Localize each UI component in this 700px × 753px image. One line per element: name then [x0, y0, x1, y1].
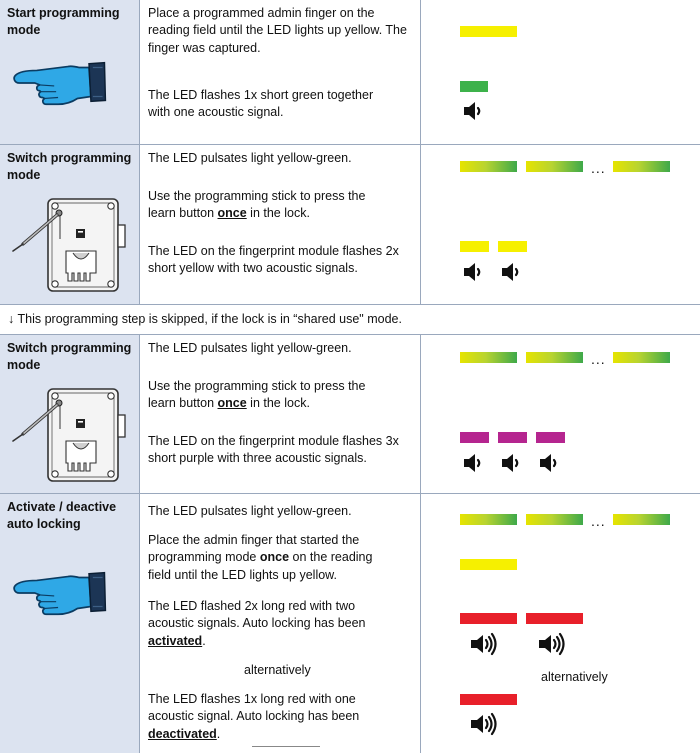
led-yellow-bar	[460, 26, 517, 37]
led-red-bar	[460, 694, 517, 705]
lock-with-programming-stick-icon	[10, 379, 130, 489]
instruction-text-part: The LED flashed 2x long red with two acoustic signals. Auto locking has been	[148, 599, 366, 631]
instruction-text-part: on the reading field until the LED lights up yellow.	[148, 550, 373, 582]
skip-note-text: This programming step is skipped, if the lock is in “shared use" mode.	[14, 312, 402, 326]
instruction-text	[148, 532, 398, 584]
emphasis-once: once	[217, 396, 247, 411]
speaker-loud-icon	[469, 632, 499, 656]
led-pulse-bar	[613, 514, 670, 525]
led-yellow-bar	[498, 241, 527, 252]
instruction-text: The LED pulsates light yellow-green.	[148, 504, 352, 518]
instruction-text-part: .	[202, 633, 206, 648]
led-purple-bar	[498, 432, 527, 443]
speaker-loud-icon	[537, 632, 567, 656]
instruction-text-part: Use the programming stick to press the learn button	[148, 189, 366, 221]
instruction-text: The LED pulsates light yellow-green.	[148, 341, 352, 355]
speaker-icon	[499, 261, 525, 283]
instruction-text-part: Place the admin finger that started the programming mode	[148, 533, 360, 565]
speaker-icon	[461, 261, 487, 283]
down-arrow-icon: ↓	[8, 312, 15, 326]
skip-note	[8, 311, 402, 328]
led-pulse-bar	[460, 352, 517, 363]
led-red-bar	[460, 613, 517, 624]
divider	[252, 746, 320, 747]
step-instructions-cell	[140, 0, 421, 144]
speaker-icon	[461, 100, 487, 122]
instruction-text	[148, 188, 394, 223]
speaker-icon	[499, 452, 525, 474]
speaker-icon	[461, 452, 487, 474]
alternatively-label: alternatively	[541, 670, 608, 684]
instruction-text: The LED on the fingerprint module flashes 2x short yellow with two acoustic signals.	[148, 244, 399, 276]
led-pulse-bar	[526, 514, 583, 525]
instruction-text-part: .	[216, 726, 221, 741]
continuation-dots: ...	[591, 513, 606, 529]
led-signal-cell	[421, 145, 700, 304]
continuation-dots: ...	[591, 351, 606, 367]
led-pulse-bar	[526, 161, 583, 172]
led-purple-bar	[460, 432, 489, 443]
led-yellow-bar	[460, 559, 517, 570]
instruction-text-part: in the lock.	[246, 396, 310, 411]
emphasis-once: once	[259, 550, 290, 565]
step-header-cell	[0, 335, 140, 493]
led-pulse-bar	[613, 352, 670, 363]
instruction-text	[148, 598, 388, 650]
alternatively-label: alternatively	[244, 663, 311, 677]
step-row-start-programming	[0, 0, 700, 145]
step-heading: Switch programming mode	[7, 341, 132, 372]
step-instructions-cell	[140, 335, 421, 493]
step-heading: Activate / deactive auto locking	[7, 500, 117, 531]
instruction-text-part: in the lock.	[246, 206, 310, 221]
instruction-text: The LED flashes 1x short green together with one acoustic signal.	[148, 88, 374, 120]
led-signal-cell	[421, 494, 700, 753]
instruction-text	[148, 691, 388, 743]
step-header-cell	[0, 145, 140, 304]
led-signal-cell	[421, 335, 700, 493]
instruction-text	[148, 378, 394, 413]
led-pulse-bar	[613, 161, 670, 172]
instruction-text: Place a programmed admin finger on the reading field until the LED lights up yellow. The finger was captured.	[148, 6, 407, 55]
led-signal-cell	[421, 0, 700, 144]
step-instructions-cell	[140, 145, 421, 304]
instruction-text-part: Use the programming stick to press the learn button	[148, 379, 366, 411]
instruction-text-part: The LED flashes 1x long red with one acoustic signal. Auto locking has been	[148, 692, 360, 724]
step-heading: Switch programming mode	[7, 151, 132, 182]
step-instructions-cell	[140, 494, 421, 753]
step-header-cell	[0, 494, 140, 753]
step-row-switch-programming	[0, 145, 700, 305]
led-pulse-bar	[460, 161, 517, 172]
instruction-text: The LED pulsates light yellow-green.	[148, 151, 352, 165]
speaker-icon	[537, 452, 563, 474]
emphasis-activated: activated	[148, 633, 203, 648]
lock-with-programming-stick-icon	[10, 189, 130, 299]
step-row-auto-locking	[0, 494, 700, 753]
continuation-dots: ...	[591, 160, 606, 176]
step-row-switch-programming-2	[0, 334, 700, 494]
step-header-cell	[0, 0, 140, 144]
pointing-hand-icon	[10, 54, 110, 112]
emphasis-deactivated: deactivated	[148, 726, 217, 741]
led-pulse-bar	[526, 352, 583, 363]
led-purple-bar	[536, 432, 565, 443]
led-yellow-bar	[460, 241, 489, 252]
instruction-text: The LED on the fingerprint module flashes 3x short purple with three acoustic signals.	[148, 434, 399, 466]
pointing-hand-icon	[10, 564, 110, 622]
led-red-bar	[526, 613, 583, 624]
led-green-bar	[460, 81, 488, 92]
speaker-loud-icon	[469, 712, 499, 736]
step-heading: Start programming mode	[7, 6, 120, 37]
led-pulse-bar	[460, 514, 517, 525]
emphasis-once: once	[217, 206, 247, 221]
